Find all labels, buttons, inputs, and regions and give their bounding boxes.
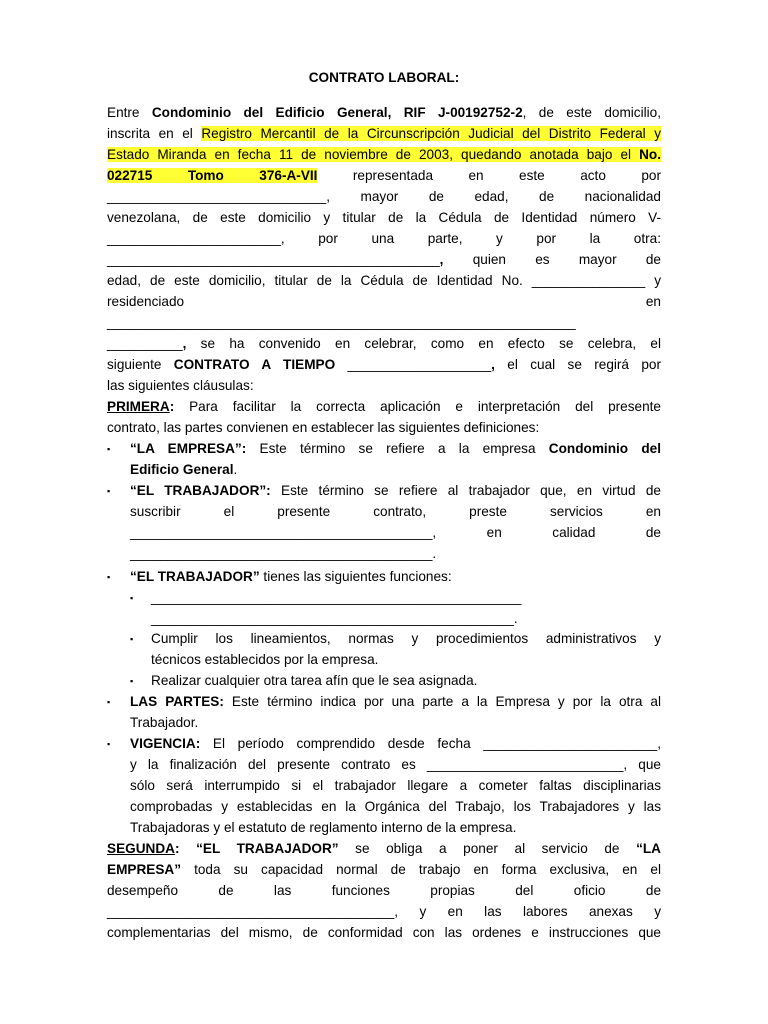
text-run: Este término se refiere a la empresa bbox=[246, 441, 549, 456]
text-line bbox=[107, 881, 661, 902]
text-run: _____________________________, mayor de edad, de nacionalidad bbox=[107, 189, 661, 204]
text-run: sólo será interrumpido si el trabajador llegare a cometer faltas disciplinarias bbox=[130, 778, 661, 793]
text-run: El período comprendido desde fecha _______________________, bbox=[200, 736, 661, 751]
text-run: ________________________________________, en calidad de bbox=[130, 525, 661, 540]
text-run: _________________________________________________ bbox=[151, 590, 522, 605]
text-run: Para facilitar la correcta aplicación e interpretación del presente bbox=[174, 399, 661, 414]
text-run: quien es mayor de bbox=[443, 252, 661, 267]
bullet-marker: ▪ bbox=[107, 444, 111, 454]
text-run: . bbox=[233, 462, 238, 477]
text-line bbox=[107, 166, 661, 187]
text-line bbox=[151, 671, 661, 692]
bullet-marker: ▪ bbox=[107, 739, 111, 749]
text-run: CONTRATO A TIEMPO bbox=[173, 357, 336, 372]
text-run: , bbox=[439, 252, 444, 267]
text-line bbox=[130, 439, 661, 460]
bullet-marker: ▪ bbox=[130, 634, 134, 644]
bullet-marker: ▪ bbox=[130, 676, 134, 686]
text-line bbox=[130, 776, 661, 797]
text-line bbox=[130, 481, 661, 502]
text-line bbox=[151, 609, 661, 630]
text-run: LAS PARTES: bbox=[130, 694, 224, 709]
text-run: Estado Miranda en fecha 11 de noviembre de 2003, quedando anotada bajo el bbox=[107, 147, 640, 162]
text-run: técnicos establecidos por la empresa. bbox=[151, 652, 379, 667]
text-run: Este término indica por una parte a la Empresa y por la otra al bbox=[223, 694, 661, 709]
text-run: Realizar cualquier otra tarea afín que le sea asignada. bbox=[151, 673, 478, 688]
bullet-marker: ▪ bbox=[130, 593, 134, 603]
text-line bbox=[107, 923, 661, 944]
text-run: Condominio del Edificio General, RIF J-00192752-2 bbox=[151, 105, 523, 120]
text-run: siguiente bbox=[107, 357, 174, 372]
text-line bbox=[130, 460, 661, 481]
bullet-marker: ▪ bbox=[107, 697, 111, 707]
text-run: , de este domicilio, bbox=[522, 105, 661, 120]
text-line bbox=[107, 187, 661, 208]
text-run: suscribir el presente contrato, preste servicios en bbox=[130, 504, 661, 519]
text-run: tienes las siguientes funciones: bbox=[259, 569, 452, 584]
text-run: y la finalización del presente contrato es __________________________, que bbox=[130, 757, 661, 772]
text-run: se obliga a poner al servicio de bbox=[338, 841, 637, 856]
text-run: __________ bbox=[107, 336, 183, 351]
text-run: _______________________, por una parte, y por la otra: bbox=[107, 231, 661, 246]
bullet-marker: ▪ bbox=[107, 572, 111, 582]
text-run: comprobadas y establecidas en la Orgánica del Trabajo, los Trabajadores y las bbox=[130, 799, 661, 814]
text-run: venezolana, de este domicilio y titular de la Cédula de Identidad número V- bbox=[107, 210, 661, 225]
text-run: , bbox=[491, 357, 495, 372]
text-line bbox=[151, 650, 661, 671]
text-run: desempeño de las funciones propias del oficio de bbox=[107, 883, 661, 898]
text-run: se ha convenido en celebrar, como en efecto se celebra, el bbox=[186, 336, 661, 351]
text-run: las siguientes cláusulas: bbox=[107, 378, 254, 393]
text-run: ____________________________________________ bbox=[107, 252, 440, 267]
text-line bbox=[107, 376, 661, 397]
text-line bbox=[107, 839, 661, 860]
text-run: 022715 Tomo 376-A-VII bbox=[107, 168, 318, 183]
text-line bbox=[107, 208, 661, 229]
text-run: No. bbox=[639, 147, 661, 162]
text-run: contrato, las partes convienen en establecer las siguientes definiciones: bbox=[107, 420, 540, 435]
text-line bbox=[130, 713, 661, 734]
text-line bbox=[107, 250, 661, 271]
text-run: Cumplir los lineamientos, normas y procedimientos administrativos y bbox=[151, 631, 661, 646]
text-run: inscrita en el bbox=[107, 126, 202, 141]
text-run: residenciado en bbox=[107, 294, 661, 309]
text-run: : bbox=[174, 841, 180, 856]
text-run: representada en este acto por bbox=[317, 168, 661, 183]
text-run: EMPRESA” bbox=[107, 862, 182, 877]
text-run: “EL TRABAJADOR” bbox=[196, 841, 339, 856]
text-line bbox=[107, 860, 661, 881]
text-run: “EL TRABAJADOR”: bbox=[130, 483, 271, 498]
text-line bbox=[107, 902, 661, 923]
text-run: Este término se refiere al trabajador que, en virtud de bbox=[270, 483, 661, 498]
text-line bbox=[151, 629, 661, 650]
text-line bbox=[107, 229, 661, 250]
text-line bbox=[130, 755, 661, 776]
text-run: ______________________________________, y en las labores anexas y bbox=[107, 904, 661, 919]
text-line bbox=[107, 124, 661, 145]
text-run: SEGUNDA bbox=[107, 841, 175, 856]
text-line bbox=[130, 734, 661, 755]
bullet-marker: ▪ bbox=[107, 486, 111, 496]
text-run: ________________________________________. bbox=[130, 546, 437, 561]
text-run: complementarias del mismo, de conformidad con las ordenes e instrucciones que bbox=[107, 925, 661, 940]
text-line bbox=[130, 692, 661, 713]
text-line bbox=[130, 818, 661, 839]
text-run: ________________________________________________. bbox=[151, 611, 518, 626]
text-line bbox=[130, 567, 661, 588]
text-line bbox=[107, 334, 661, 355]
text-run: , bbox=[182, 336, 187, 351]
text-line bbox=[107, 355, 661, 376]
text-run: ___________________ bbox=[335, 357, 492, 372]
text-line bbox=[107, 397, 661, 418]
text-line bbox=[107, 145, 661, 166]
text-run: el cual se regirá por bbox=[494, 357, 661, 372]
text-run: edad, de este domicilio, titular de la Cédula de Identidad No. _______________ y bbox=[107, 273, 661, 288]
text-line bbox=[130, 544, 661, 565]
text-run: Condominio del bbox=[548, 441, 661, 456]
text-line bbox=[130, 797, 661, 818]
text-line bbox=[107, 103, 661, 124]
text-line bbox=[107, 418, 661, 439]
text-run: Registro Mercantil de la Circunscripción Judicial del Distrito Federal y bbox=[201, 126, 661, 141]
text-run: “LA EMPRESA”: bbox=[130, 441, 247, 456]
document-title: CONTRATO LABORAL: bbox=[308, 70, 460, 85]
text-line bbox=[107, 313, 661, 334]
text-run: Edificio General bbox=[130, 462, 234, 477]
text-run: toda su capacidad normal de trabajo en forma exclusiva, en el bbox=[181, 862, 661, 877]
text-line bbox=[151, 588, 661, 609]
text-run: Entre bbox=[107, 105, 152, 120]
text-run: Trabajadoras y el estatuto de reglamento interno de la empresa. bbox=[130, 820, 517, 835]
text-run: ______________________________________________________________ bbox=[107, 315, 576, 330]
text-run: : bbox=[169, 399, 175, 414]
text-run bbox=[180, 841, 197, 856]
text-line bbox=[107, 271, 661, 292]
text-line bbox=[107, 292, 661, 313]
text-run: “LA bbox=[636, 841, 661, 856]
text-run: Trabajador. bbox=[130, 715, 199, 730]
text-run: VIGENCIA: bbox=[130, 736, 201, 751]
text-line bbox=[130, 523, 661, 544]
text-line bbox=[130, 502, 661, 523]
text-run: “EL TRABAJADOR” bbox=[130, 569, 260, 584]
text-run: PRIMERA bbox=[107, 399, 170, 414]
